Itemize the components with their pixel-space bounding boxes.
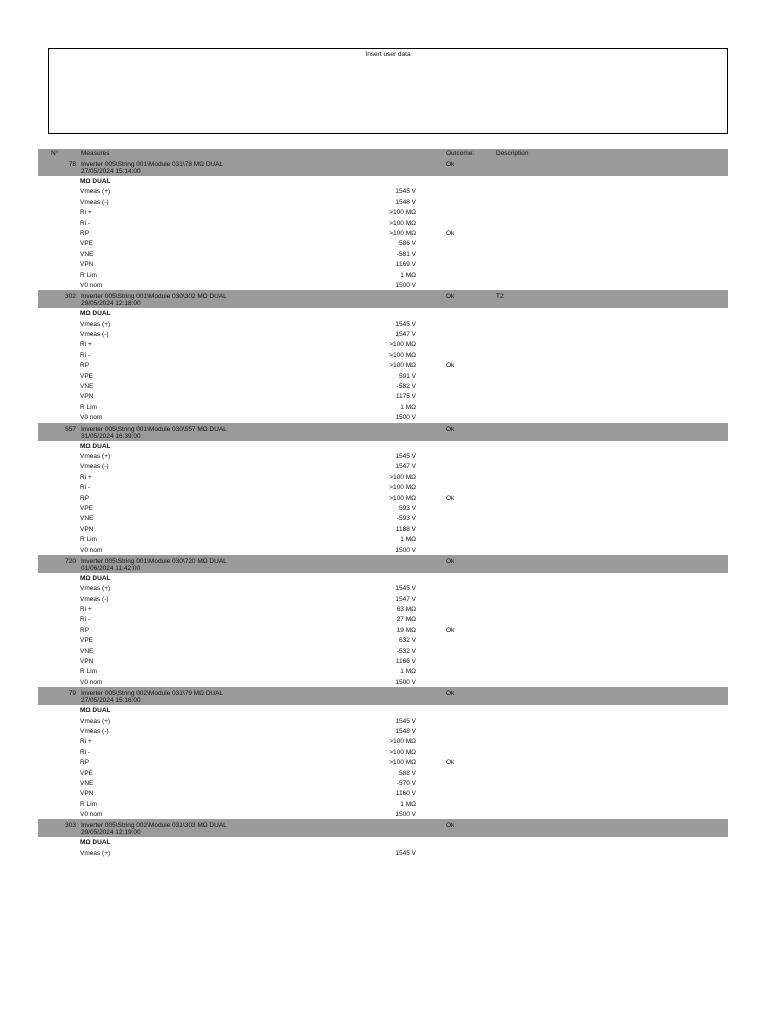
record-outcome: Ok <box>446 425 455 433</box>
measure-row <box>38 391 728 401</box>
record-date: 29/05/2024 12:19:00 <box>81 829 141 837</box>
measure-row <box>38 656 728 666</box>
measure-row <box>38 493 728 503</box>
record-outcome: Ok <box>446 557 455 565</box>
measure-row <box>38 736 728 746</box>
measure-row <box>38 757 728 767</box>
measure-name: R Lim <box>80 668 97 676</box>
measure-row <box>38 197 728 207</box>
measure-name: V0 nom <box>80 281 103 289</box>
records-list <box>38 158 728 858</box>
measure-name: RP <box>80 626 90 634</box>
measure-outcome: Ok <box>446 626 455 634</box>
measure-value: 1169 V <box>395 261 416 269</box>
group-label: MΩ DUAL <box>80 707 111 715</box>
measure-row <box>38 635 728 645</box>
measure-value: 1545 V <box>395 452 416 460</box>
measure-row <box>38 716 728 726</box>
measure-row <box>38 747 728 757</box>
measure-row <box>38 677 728 687</box>
measure-value: 63 MΩ <box>396 606 416 614</box>
measure-name: VPE <box>80 769 94 777</box>
measure-value: 1 MΩ <box>400 403 416 411</box>
measure-group-title <box>38 308 728 318</box>
measure-name: Ri + <box>80 606 92 614</box>
measure-name: R Lim <box>80 800 97 808</box>
record-header <box>38 819 728 837</box>
measure-name: Ri - <box>80 351 91 359</box>
measure-value: -582 V <box>396 383 416 391</box>
measure-row <box>38 788 728 798</box>
measure-row <box>38 228 728 238</box>
record-header <box>38 555 728 573</box>
measure-group-title <box>38 573 728 583</box>
measure-value: 1500 V <box>395 546 416 554</box>
measure-value: -532 V <box>396 647 416 655</box>
measure-name: RP <box>80 759 90 767</box>
measure-name: VNE <box>80 515 94 523</box>
measure-value: 632 V <box>399 637 416 645</box>
measure-value: 1 MΩ <box>400 536 416 544</box>
measure-name: RP <box>80 494 90 502</box>
measure-value: 1545 V <box>395 188 416 196</box>
measure-value: 1500 V <box>395 678 416 686</box>
measure-value: 27 MΩ <box>396 616 416 624</box>
measure-row <box>38 381 728 391</box>
measure-value: >100 MΩ <box>389 362 416 370</box>
measure-name: Vmeas (+) <box>80 188 111 196</box>
record-date: 27/05/2024 15:16:00 <box>81 697 141 705</box>
record-outcome: Ok <box>446 293 455 301</box>
measure-value: 588 V <box>399 769 416 777</box>
measure-row <box>38 249 728 259</box>
measure-value: 1545 V <box>395 717 416 725</box>
measure-row <box>38 451 728 461</box>
measure-value: 586 V <box>399 240 416 248</box>
measure-name: VPE <box>80 372 94 380</box>
record-header <box>38 290 728 308</box>
measure-name: V0 nom <box>80 546 103 554</box>
measure-row <box>38 329 728 339</box>
measure-value: 19 MΩ <box>396 626 416 634</box>
measure-name: VNE <box>80 647 94 655</box>
user-data-box <box>48 48 728 134</box>
record-path: Inverter 005\String 002\Module 031\303 MΩ DUAL <box>81 822 227 830</box>
record-number: 303 <box>65 822 76 830</box>
measure-name: Vmeas (+) <box>80 717 111 725</box>
record-path: Inverter 005\String 001\Module 030\302 MΩ DUAL <box>81 293 227 301</box>
column-number: N° <box>51 150 59 157</box>
measure-outcome: Ok <box>446 229 455 237</box>
record-header <box>38 423 728 441</box>
measure-value: 1547 V <box>395 595 416 603</box>
measure-row <box>38 371 728 381</box>
measure-row <box>38 186 728 196</box>
measure-value: 1547 V <box>395 463 416 471</box>
record-header <box>38 687 728 705</box>
measure-outcome: Ok <box>446 494 455 502</box>
measure-name: RP <box>80 229 90 237</box>
measure-name: V0 nom <box>80 414 103 422</box>
measure-value: >100 MΩ <box>389 748 416 756</box>
measure-name: V0 nom <box>80 811 103 819</box>
measure-row <box>38 666 728 676</box>
measure-row <box>38 360 728 370</box>
user-data-label: Insert user data <box>365 51 411 58</box>
measure-name: VPE <box>80 637 94 645</box>
measure-row <box>38 402 728 412</box>
measure-row <box>38 513 728 523</box>
record-number: 79 <box>68 690 76 698</box>
measure-value: 1548 V <box>395 727 416 735</box>
measure-name: VPN <box>80 790 94 798</box>
measure-name: R Lim <box>80 536 97 544</box>
column-header-bar <box>38 149 728 158</box>
measure-value: >100 MΩ <box>389 473 416 481</box>
measure-name: Vmeas (+) <box>80 452 111 460</box>
measure-name: Ri - <box>80 219 91 227</box>
record-date: 01/06/2024 11:42:00 <box>81 564 141 572</box>
measure-value: 1500 V <box>395 811 416 819</box>
measure-row <box>38 524 728 534</box>
record-number: 557 <box>65 425 76 433</box>
column-outcome: Outcome: <box>446 150 475 157</box>
measure-value: 1160 V <box>395 790 416 798</box>
measure-name: VPN <box>80 393 94 401</box>
column-description: Description <box>496 150 529 157</box>
measure-value: 1 MΩ <box>400 271 416 279</box>
measure-name: R Lim <box>80 403 97 411</box>
measure-outcome: Ok <box>446 362 455 370</box>
measure-row <box>38 319 728 329</box>
measure-row <box>38 207 728 217</box>
measure-value: >100 MΩ <box>389 351 416 359</box>
measure-name: VPE <box>80 240 94 248</box>
measure-name: Ri - <box>80 748 91 756</box>
measure-value: >100 MΩ <box>389 341 416 349</box>
group-label: MΩ DUAL <box>80 310 111 318</box>
measure-value: -581 V <box>396 250 416 258</box>
measure-row <box>38 472 728 482</box>
measure-name: VPE <box>80 504 94 512</box>
measure-value: 1166 V <box>395 658 416 666</box>
measure-row <box>38 461 728 471</box>
measure-row <box>38 545 728 555</box>
measure-value: >100 MΩ <box>389 229 416 237</box>
measure-group-title <box>38 441 728 451</box>
measure-name: Vmeas (+) <box>80 849 111 857</box>
measure-name: VNE <box>80 250 94 258</box>
measure-name: V0 nom <box>80 678 103 686</box>
measure-name: VPN <box>80 525 94 533</box>
record-header <box>38 158 728 176</box>
record-path: Inverter 005\String 001\Module 030\557 MΩ DUAL <box>81 425 227 433</box>
record-path: Inverter 005\String 001\Module 030\720 MΩ DUAL <box>81 557 227 565</box>
measure-name: Ri - <box>80 484 91 492</box>
column-measures: Measures <box>81 150 110 157</box>
record-date: 29/05/2024 12:18:00 <box>81 300 141 308</box>
record-number: 720 <box>65 557 76 565</box>
measure-name: VPN <box>80 658 94 666</box>
measure-value: 1500 V <box>395 414 416 422</box>
measure-row <box>38 726 728 736</box>
measure-name: Ri - <box>80 616 91 624</box>
measure-row <box>38 625 728 635</box>
measure-value: 1188 V <box>395 525 416 533</box>
measure-row <box>38 350 728 360</box>
measure-row <box>38 583 728 593</box>
measure-value: >100 MΩ <box>389 209 416 217</box>
group-label: MΩ DUAL <box>80 839 111 847</box>
measure-name: Vmeas (-) <box>80 463 109 471</box>
measure-outcome: Ok <box>446 759 455 767</box>
measure-row <box>38 280 728 290</box>
measure-name: RP <box>80 362 90 370</box>
measure-row <box>38 412 728 422</box>
measure-value: 591 V <box>399 372 416 380</box>
measure-row <box>38 594 728 604</box>
measure-name: Vmeas (-) <box>80 198 109 206</box>
measure-name: Vmeas (+) <box>80 320 111 328</box>
measure-row <box>38 604 728 614</box>
record-description: T2 <box>496 293 504 301</box>
record-outcome: Ok <box>446 822 455 830</box>
group-label: MΩ DUAL <box>80 178 111 185</box>
measure-value: 1 MΩ <box>400 800 416 808</box>
measure-row <box>38 339 728 349</box>
measure-name: R Lim <box>80 271 97 279</box>
measure-name: VNE <box>80 383 94 391</box>
measure-row <box>38 809 728 819</box>
record-outcome: Ok <box>446 161 455 168</box>
measure-row <box>38 799 728 809</box>
record-date: 31/05/2024 16:39:00 <box>81 432 141 440</box>
measure-row <box>38 238 728 248</box>
measure-value: -593 V <box>396 515 416 523</box>
measure-row <box>38 259 728 269</box>
measure-group-title <box>38 176 728 186</box>
measure-value: 1547 V <box>395 331 416 339</box>
measure-row <box>38 848 728 858</box>
measure-name: Ri + <box>80 738 92 746</box>
measure-row <box>38 503 728 513</box>
measure-value: 593 V <box>399 504 416 512</box>
record-date: 27/05/2024 15:14:00 <box>81 168 141 175</box>
group-label: MΩ DUAL <box>80 442 111 450</box>
measure-name: Ri + <box>80 473 92 481</box>
record-outcome: Ok <box>446 690 455 698</box>
measure-name: VPN <box>80 261 94 269</box>
measure-name: Vmeas (-) <box>80 595 109 603</box>
measure-value: 1545 V <box>395 320 416 328</box>
measure-value: 1545 V <box>395 585 416 593</box>
measure-row <box>38 614 728 624</box>
measure-row <box>38 482 728 492</box>
measure-row <box>38 218 728 228</box>
measure-row <box>38 270 728 280</box>
measure-value: >100 MΩ <box>389 484 416 492</box>
measure-value: 1 MΩ <box>400 668 416 676</box>
record-path: Inverter 005\String 002\Module 031\79 MΩ DUAL <box>81 690 224 698</box>
measure-value: -570 V <box>396 779 416 787</box>
record-path: Inverter 005\String 001\Module 031\78 MΩ DUAL <box>81 161 224 168</box>
measure-row <box>38 778 728 788</box>
measure-group-title <box>38 837 728 847</box>
measure-row <box>38 768 728 778</box>
record-number: 78 <box>68 161 76 168</box>
measure-name: Ri + <box>80 341 92 349</box>
measure-value: >100 MΩ <box>389 494 416 502</box>
measure-name: Ri + <box>80 209 92 217</box>
measure-name: VNE <box>80 779 94 787</box>
measure-value: 1500 V <box>395 281 416 289</box>
measure-value: >100 MΩ <box>389 738 416 746</box>
measure-value: >100 MΩ <box>389 219 416 227</box>
measure-group-title <box>38 705 728 715</box>
measure-name: Vmeas (-) <box>80 727 109 735</box>
measure-name: Vmeas (+) <box>80 585 111 593</box>
measure-value: 1545 V <box>395 849 416 857</box>
measure-row <box>38 646 728 656</box>
record-number: 302 <box>65 293 76 301</box>
measure-row <box>38 534 728 544</box>
group-label: MΩ DUAL <box>80 574 111 582</box>
measure-value: 1175 V <box>395 393 416 401</box>
measure-name: Vmeas (-) <box>80 331 109 339</box>
measure-value: 1548 V <box>395 198 416 206</box>
measure-value: >100 MΩ <box>389 759 416 767</box>
